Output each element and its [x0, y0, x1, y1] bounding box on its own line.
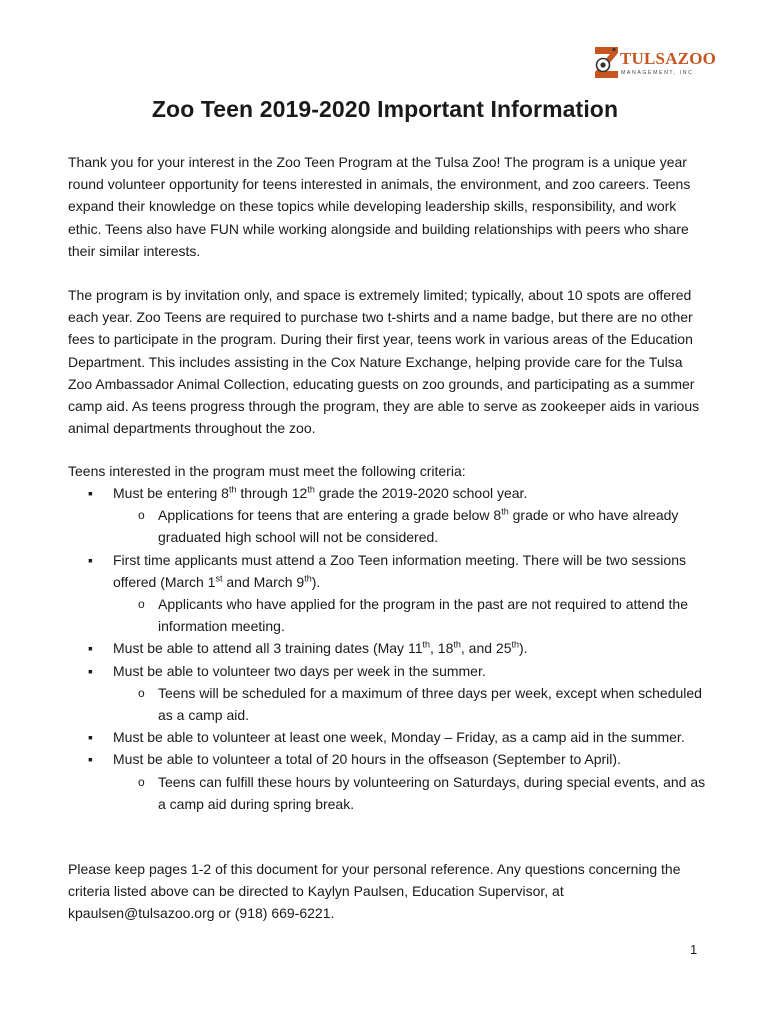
tulsa-zoo-logo [592, 44, 717, 84]
closing-paragraph: Please keep pages 1-2 of this document for your personal reference. Any questions concerning the criteria listed above can be directed to Kaylyn Paulsen, Education Supervisor, at kpaulsen@tulsazoo.org or (918) 669-6221. [68, 861, 681, 922]
criteria-subitem-offseason: o Teens can fulfill these hours by volunteering on Saturdays, during special events, and as a camp aid during spring break. [68, 771, 708, 815]
zoo-emblem-icon [592, 44, 622, 82]
logo-wordmark: TULSAZOO [620, 49, 717, 68]
logo-subtitle: MANAGEMENT, INC. [621, 70, 697, 76]
page-number: 1 [690, 942, 698, 957]
criteria-subitem-meeting: o Applicants who have applied for the program in the past are not required to attend the information meeting. [68, 593, 708, 637]
criteria-item-offseason: ▪ Must be able to volunteer a total of 20 hours in the offseason (September to April). o Teens can fulfill these hours by volunteering on Saturdays, during special events, and as a camp aid during spring break. [68, 748, 708, 815]
criteria-subitem-summer-days: o Teens will be scheduled for a maximum of three days per week, except when scheduled as a camp aid. [68, 682, 708, 726]
criteria-item-training: ▪ Must be able to attend all 3 training dates (May 11th, 18th, and 25th). [68, 637, 708, 659]
criteria-item-grade: ▪ Must be entering 8th through 12th grade the 2019-2020 school year. o Applications for teens that are entering a grade below 8th grade or who have already graduated high school will not be considered. [68, 482, 708, 549]
criteria-item-meeting: ▪ First time applicants must attend a Zoo Teen information meeting. There will be two sessions offered (March 1st and March 9th). o Applicants who have applied for the program in the past are not required to attend the information meeting. [68, 549, 708, 638]
intro-paragraph: Thank you for your interest in the Zoo Teen Program at the Tulsa Zoo! The program is a unique year round volunteer opportunity for teens interested in animals, the environment, and zoo careers. Teens expand their knowledge on these topics while developing leadership skills, responsibility, and work ethic. Teens also have FUN while working alongside and building relationships with peers who share their similar interests. [68, 154, 691, 259]
criteria-item-summer-days: ▪ Must be able to volunteer two days per week in the summer. o Teens will be scheduled for a maximum of three days per week, except when scheduled as a camp aid. [68, 660, 708, 727]
criteria-subitem-grade: o Applications for teens that are entering a grade below 8th grade or who have already graduated high school will not be considered. [68, 504, 708, 548]
page-title: Zoo Teen 2019-2020 Important Information [151, 96, 619, 122]
criteria-intro: Teens interested in the program must meet the following criteria: [68, 463, 466, 479]
criteria-item-camp-week: ▪ Must be able to volunteer at least one week, Monday – Friday, as a camp aid in the summer. [68, 726, 708, 748]
program-paragraph: The program is by invitation only, and space is extremely limited; typically, about 10 spots are offered each year. Zoo Teens are required to purchase two t-shirts and a name badge, but there are no other fees to participate in the program. During their first year, teens work in various areas of the Education Department. This includes assisting in the Cox Nature Exchange, helping provide care for the Tulsa Zoo Ambassador Animal Collection, educating guests on zoo grounds, and participating as a summer camp aid. As teens progress through the program, they are able to serve as zookeeper aids in various animal departments throughout the zoo. [68, 287, 700, 437]
criteria-list [68, 482, 708, 815]
